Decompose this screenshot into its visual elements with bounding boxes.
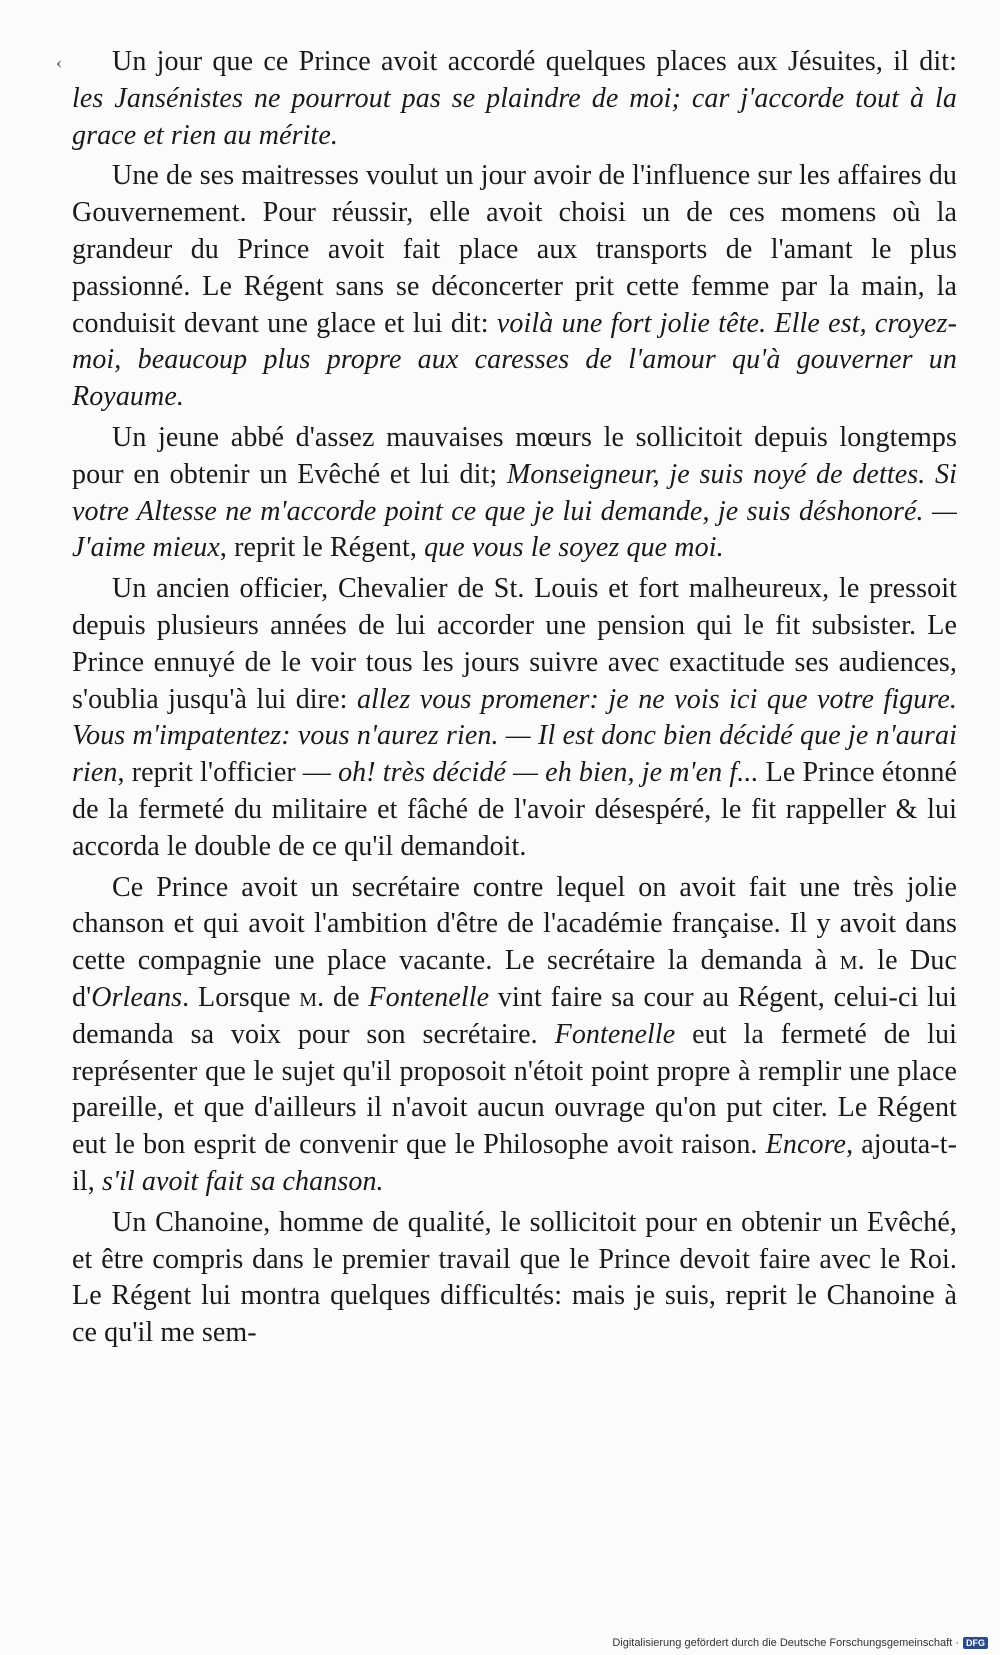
- paragraph-jesuites: [72, 44, 957, 154]
- text-run: eut la fermeté de lui représenter que le sujet qu'il proposoit n'étoit point propre à remplir une place pareille, et que d'ailleurs il n'avoit aucun ouvrage qu'on put citer. Le Régent eut le bon esprit de convenir que le Philosophe avoit raison.: [72, 1018, 957, 1161]
- text-run: oh! très décidé — eh bien, je m'en f...: [338, 757, 759, 789]
- text-run: vint faire sa cour au Régent, celui-ci lui demanda sa voix pour son secrétaire.: [72, 981, 957, 1050]
- text-run: Fontenelle: [368, 981, 490, 1013]
- text-run: voilà une fort jolie tête. Elle est, croyez-moi, beaucoup plus propre aux caresses de l'amour qu'à gouverner un Royaume.: [72, 307, 957, 413]
- text-run: Un jour que ce Prince avoit accordé quelques places aux Jésuites, il dit:: [112, 46, 957, 77]
- text-run: m.: [299, 981, 325, 1013]
- text-run: Une de ses maitresses voulut un jour avoir de l'influence sur les affaires du Gouvernement. Pour réussir, elle avoit choisi un de ces momens où la grandeur du Prince avoit fait place aux transports de l'amant le plus passionné. Le Régent sans se déconcerter prit cette femme par la main, la conduisit devant une glace et lui dit:: [72, 160, 957, 339]
- text-run: Encore: [765, 1129, 847, 1161]
- text-run: que vous le soyez que moi.: [424, 532, 724, 564]
- text-run: allez vous promener: je ne vois ici que votre figure. Vous m'impatentez: vous n'aurez rien. — Il est donc bien décidé que je n'aurai rien: [72, 683, 957, 789]
- text-run: les Jansénistes ne pourrout pas se plaindre de moi; car j'accorde tout à la grace et rien au mérite.: [72, 82, 957, 151]
- text-run: le Duc d': [72, 945, 957, 1013]
- dfg-logo-icon: DFG: [963, 1637, 988, 1649]
- paragraph-abbe: [72, 420, 957, 567]
- digitization-footer: [612, 1637, 988, 1649]
- text-block: [72, 44, 957, 1352]
- text-run: Ce Prince avoit un secrétaire contre lequel on avoit fait une très jolie chanson et qui avoit l'ambition d'être de l'académie française. Il y avoit dans cette compagnie une place vacante. Le secrétaire la demanda à: [72, 871, 957, 977]
- text-run: s'il avoit fait sa chanson.: [101, 1165, 384, 1197]
- paragraph-secretaire: [72, 870, 957, 1201]
- text-run: Un Chanoine, homme de qualité, le sollicitoit pour en obtenir un Evêché, et être compris dans le premier travail que le Prince devoit faire avec le Roi. Le Régent lui montra quelques difficultés: mais je suis, reprit le Chanoine à ce qu'il me sem-: [72, 1206, 957, 1349]
- text-run: Un jeune abbé d'assez mauvaises mœurs le sollicitoit depuis longtemps pour en obtenir un Evêché et lui dit;: [72, 421, 957, 490]
- text-run: , ajouta-t-il,: [72, 1129, 957, 1197]
- text-run: . Lorsque: [182, 981, 300, 1013]
- text-run: de: [324, 981, 369, 1013]
- text-run: Un ancien officier, Chevalier de St. Louis et fort malheureux, le pressoit depuis plusieurs années de lui accorder une pension qui le fit subsister. Le Prince ennuyé de le voir tous les jours suivre avec exactitude ses audiences, s'oublia jusqu'à lui dire:: [72, 573, 957, 715]
- paragraph-chanoine: [72, 1205, 957, 1352]
- text-run: , reprit l'officier —: [117, 757, 339, 789]
- footer-text: Digitalisierung gefördert durch die Deutsche Forschungsgemeinschaft ·: [612, 1637, 959, 1649]
- paragraph-maitresse: [72, 158, 957, 416]
- text-run: m.: [839, 945, 865, 977]
- text-run: Le Prince étonné de la fermeté du militaire et fâché de l'avoir désespéré, le fit rappeller & lui accorda le double de ce qu'il demandoit.: [72, 757, 957, 862]
- text-run: Monseigneur, je suis noyé de dettes. Si votre Altesse ne m'accorde point ce que je lui demande, je suis déshonoré. — J'aime mieux: [72, 458, 957, 564]
- margin-mark: ‹: [56, 52, 62, 72]
- text-run: Orleans: [91, 981, 183, 1013]
- text-run: Fontenelle: [554, 1018, 676, 1050]
- text-run: , reprit le Régent,: [219, 532, 425, 564]
- paragraph-officier: [72, 571, 957, 865]
